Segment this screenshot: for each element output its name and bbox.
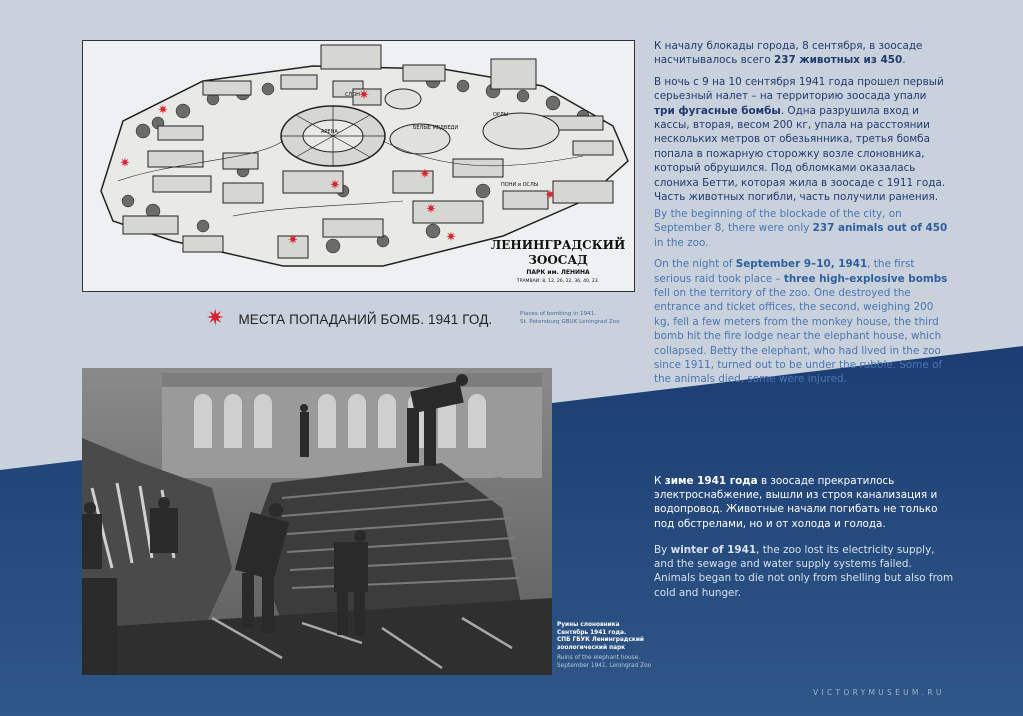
map-caption-line2: St. Petersburg GBUK Leningrad Zoo [520, 319, 620, 325]
bomb-marker-icon: ✷ [358, 88, 370, 103]
en-paragraph-2: On the night of September 9–10, 1941, the first serious raid took place – three high-explosive bombs fell on the territory of the zoo. One destroyed the entrance and ticket offices, the second, weighing 200 kg, fell a few meters from the monkey house, the third bomb hit the fire lodge near the elephant house, which collapsed. Betty the elephant, who had lived in the zoo since 1911, turned out to be under the rubble. Some of the animals died, some were injured. [654, 258, 948, 386]
legend-text: МЕСТА ПОПАДАНИЙ БОМБ. 1941 ГОД. [238, 311, 493, 327]
map-subtitle: ПАРК им. ЛЕНИНА [526, 269, 590, 276]
photo-caption-ru: Руины слоновника Сентябрь 1941 года. СПБ ГБУК Ленинградский зоологический парк [557, 622, 644, 651]
ru-paragraph-2: В ночь с 9 на 10 сентября 1941 года прошел первый серьезный налет – на территорию зоосада упали три фугасные бомбы. Одна разрушила вход и кассы, вторая, весом 200 кг, упала на расстоянии нескольких метров от обезьянника, третья бомба попала в пожарную сторожку возле слоновника, который обрушился. Под обломками оказалась слониха Бетти, которая жила в зоосаде с 1911 года. Часть животных погибли, часть получили ранения. [654, 75, 946, 204]
map-title-line1: ЛЕНИНГРАДСКИЙ [490, 238, 626, 252]
map-trams: ТРАМВАИ: 8, 12, 26, 22, 36, 40, 23. [516, 279, 600, 284]
bomb-marker-icon: ✷ [445, 230, 457, 245]
footer-site-url[interactable]: VICTORYMUSEUM.RU [813, 688, 945, 697]
bomb-marker-icon: ✷ [287, 233, 299, 248]
map-caption [520, 310, 620, 326]
photo-caption [557, 622, 667, 670]
english-text-top [654, 207, 948, 394]
bomb-marker-icon: ✷ [157, 103, 169, 118]
russian-text-top [654, 39, 948, 211]
map-caption-line1: Places of bombing in 1941. [520, 311, 597, 317]
map-legend [206, 308, 492, 330]
map-label-slon: СЛОН [345, 92, 360, 98]
bomb-marker-icon: ✷ [329, 178, 341, 193]
photo-caption-en: Ruins of the elephant house. September 1941. Leningrad Zoo [557, 655, 652, 669]
bomb-marker-icon: ✷ [119, 156, 131, 171]
map-title-line2: ЗООСАД [528, 253, 588, 267]
bomb-marker-icon: ✷ [425, 202, 437, 217]
map-label-arena: АРЕНА [321, 129, 338, 135]
map-label-pony: ПОНИ и ОСЛЫ [501, 182, 539, 188]
red-star-burst-icon: ✷ [206, 306, 225, 331]
winter-text-ru: К зиме 1941 года в зоосаде прекратилось электроснабжение, вышли из строя канализация и водопровод. Животные начали погибать не только под обстрелами, но и от холода и голода. [654, 475, 938, 530]
en-paragraph-1: By the beginning of the blockade of the city, on September 8, there were only 237 animals out of 450 in the zoo. [654, 208, 948, 249]
map-label-orly: ОРЛЫ [493, 112, 509, 118]
map-label-bear: БЕЛЫЕ МЕДВЕДИ [413, 125, 459, 131]
bomb-marker-icon: ✷ [419, 167, 431, 182]
ru-paragraph-1: К началу блокады города, 8 сентября, в зоосаде насчитывалось всего 237 животных из 450. [654, 40, 923, 67]
zoo-map [82, 40, 635, 292]
winter-text-en: By winter of 1941, the zoo lost its electricity supply, and the sewage and water supply systems failed. Animals began to die not only from shelling but also from cold and hunger. [654, 544, 954, 599]
bomb-marker-icon: ✷ [544, 188, 556, 203]
zoo-map-drawing [83, 41, 634, 291]
elephant-house-ruins-photo [82, 368, 552, 675]
